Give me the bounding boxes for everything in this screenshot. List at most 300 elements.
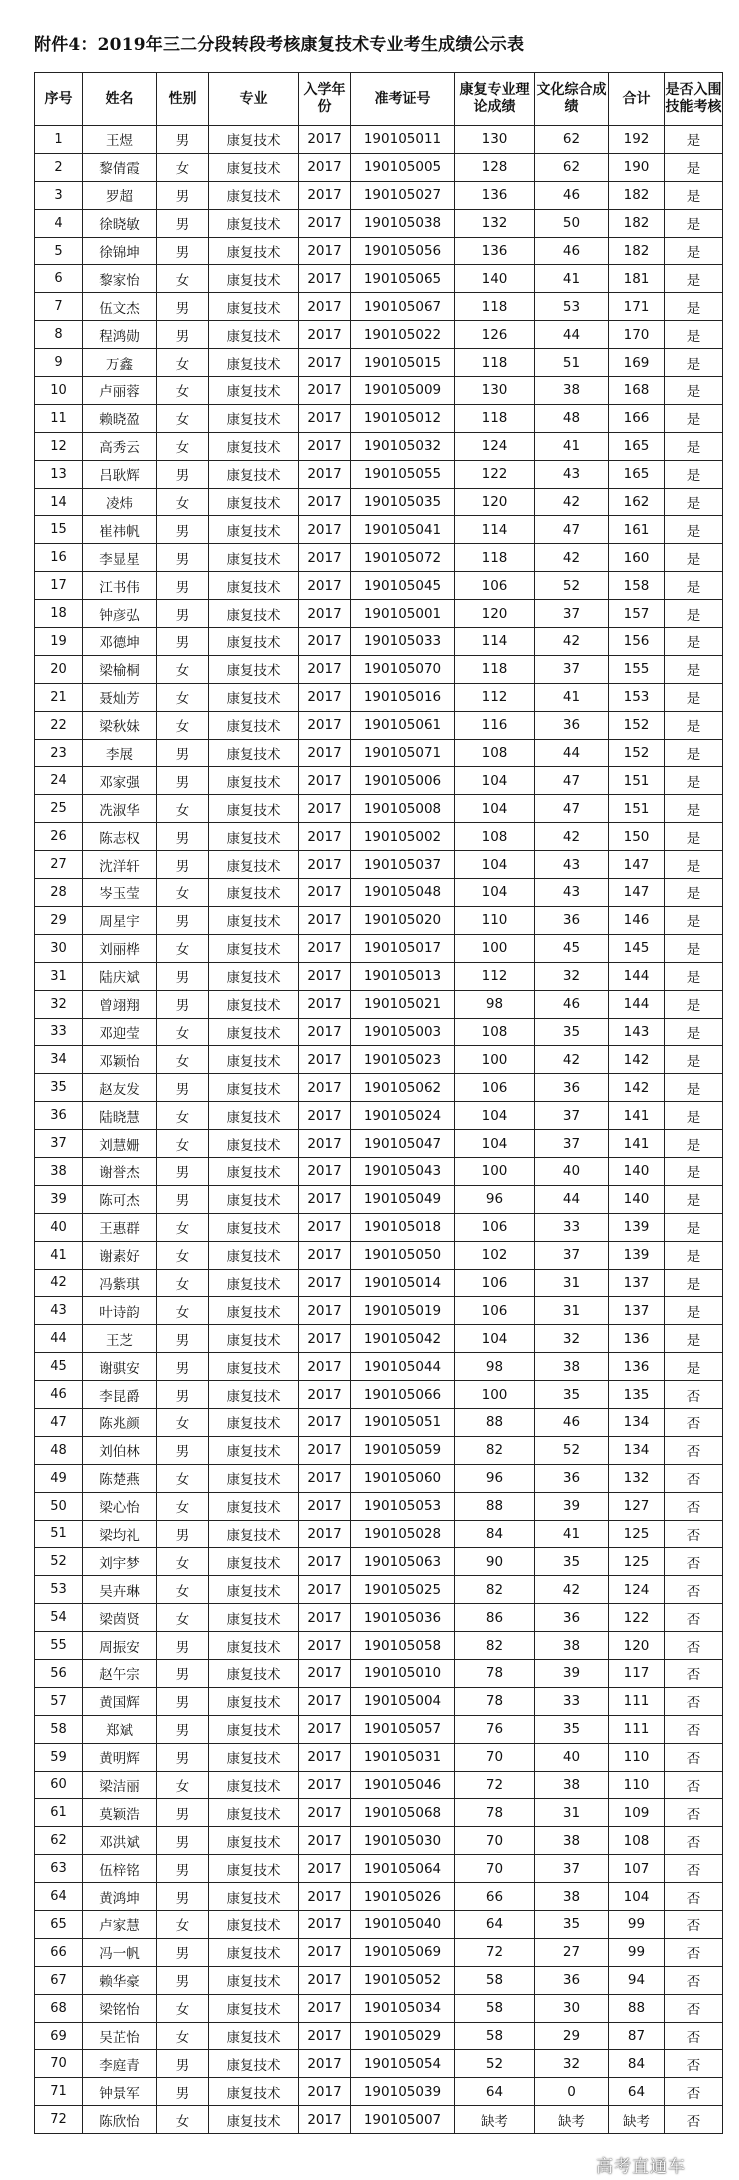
table-row	[35, 1157, 723, 1185]
cell-seq: 23	[35, 739, 83, 767]
cell-major: 康复技术	[209, 293, 299, 321]
cell-major: 康复技术	[209, 1659, 299, 1687]
cell-theory-score: 72	[455, 1771, 535, 1799]
cell-total: 150	[609, 823, 665, 851]
cell-exam-id: 190105060	[351, 1464, 455, 1492]
cell-exam-id: 190105050	[351, 1241, 455, 1269]
cell-major: 康复技术	[209, 628, 299, 656]
cell-theory-score: 78	[455, 1687, 535, 1715]
cell-exam-id: 190105010	[351, 1659, 455, 1687]
cell-major: 康复技术	[209, 1994, 299, 2022]
cell-seq: 59	[35, 1743, 83, 1771]
cell-major: 康复技术	[209, 1492, 299, 1520]
cell-culture-score: 46	[535, 181, 609, 209]
cell-gender: 男	[157, 1659, 209, 1687]
cell-name: 万鑫	[83, 349, 157, 377]
cell-qualified: 是	[665, 1213, 723, 1241]
cell-qualified: 是	[665, 934, 723, 962]
cell-theory-score: 78	[455, 1799, 535, 1827]
cell-major: 康复技术	[209, 683, 299, 711]
cell-major: 康复技术	[209, 1687, 299, 1715]
cell-total: 84	[609, 2050, 665, 2078]
cell-gender: 女	[157, 404, 209, 432]
cell-culture-score: 42	[535, 1046, 609, 1074]
table-row	[35, 572, 723, 600]
cell-theory-score: 106	[455, 1297, 535, 1325]
table-row	[35, 823, 723, 851]
cell-total: 182	[609, 181, 665, 209]
cell-enroll-year: 2017	[299, 1492, 351, 1520]
cell-enroll-year: 2017	[299, 1911, 351, 1939]
cell-enroll-year: 2017	[299, 1157, 351, 1185]
cell-theory-score: 98	[455, 1353, 535, 1381]
cell-qualified: 否	[665, 1743, 723, 1771]
cell-enroll-year: 2017	[299, 655, 351, 683]
table-row	[35, 1576, 723, 1604]
table-row	[35, 1241, 723, 1269]
cell-qualified: 否	[665, 1604, 723, 1632]
cell-total: 143	[609, 1018, 665, 1046]
cell-total: 88	[609, 1994, 665, 2022]
cell-gender: 女	[157, 1492, 209, 1520]
cell-enroll-year: 2017	[299, 1548, 351, 1576]
cell-qualified: 否	[665, 1464, 723, 1492]
cell-exam-id: 190105047	[351, 1130, 455, 1158]
cell-theory-score: 100	[455, 1046, 535, 1074]
cell-culture-score: 31	[535, 1269, 609, 1297]
cell-seq: 10	[35, 377, 83, 405]
cell-culture-score: 缺考	[535, 2106, 609, 2134]
cell-seq: 72	[35, 2106, 83, 2134]
cell-seq: 61	[35, 1799, 83, 1827]
cell-gender: 男	[157, 767, 209, 795]
cell-total: 142	[609, 1074, 665, 1102]
cell-culture-score: 42	[535, 823, 609, 851]
cell-enroll-year: 2017	[299, 1771, 351, 1799]
table-row	[35, 1715, 723, 1743]
cell-enroll-year: 2017	[299, 1074, 351, 1102]
cell-seq: 31	[35, 962, 83, 990]
cell-total: 120	[609, 1632, 665, 1660]
cell-total: 147	[609, 851, 665, 879]
cell-total: 144	[609, 962, 665, 990]
cell-enroll-year: 2017	[299, 349, 351, 377]
cell-exam-id: 190105006	[351, 767, 455, 795]
cell-qualified: 是	[665, 209, 723, 237]
cell-theory-score: 86	[455, 1604, 535, 1632]
cell-qualified: 否	[665, 2078, 723, 2106]
cell-exam-id: 190105071	[351, 739, 455, 767]
cell-theory-score: 58	[455, 1994, 535, 2022]
cell-enroll-year: 2017	[299, 1576, 351, 1604]
cell-gender: 男	[157, 1715, 209, 1743]
cell-qualified: 否	[665, 1659, 723, 1687]
cell-enroll-year: 2017	[299, 2106, 351, 2134]
cell-culture-score: 32	[535, 2050, 609, 2078]
cell-theory-score: 102	[455, 1241, 535, 1269]
cell-total: 136	[609, 1325, 665, 1353]
cell-name: 谢誉杰	[83, 1157, 157, 1185]
cell-seq: 25	[35, 795, 83, 823]
cell-culture-score: 37	[535, 1241, 609, 1269]
cell-qualified: 是	[665, 1325, 723, 1353]
cell-name: 黎倩霞	[83, 153, 157, 181]
cell-theory-score: 64	[455, 1911, 535, 1939]
cell-theory-score: 130	[455, 377, 535, 405]
cell-qualified: 是	[665, 1185, 723, 1213]
cell-total: 111	[609, 1687, 665, 1715]
cell-major: 康复技术	[209, 934, 299, 962]
cell-culture-score: 36	[535, 1464, 609, 1492]
cell-theory-score: 104	[455, 1325, 535, 1353]
cell-enroll-year: 2017	[299, 1632, 351, 1660]
cell-name: 冯紫琪	[83, 1269, 157, 1297]
cell-major: 康复技术	[209, 1297, 299, 1325]
cell-major: 康复技术	[209, 1966, 299, 1994]
cell-major: 康复技术	[209, 1018, 299, 1046]
cell-name: 赵午宗	[83, 1659, 157, 1687]
header-theory-score: 康复专业理论成绩	[455, 73, 535, 126]
cell-exam-id: 190105066	[351, 1381, 455, 1409]
cell-enroll-year: 2017	[299, 1464, 351, 1492]
table-row	[35, 1604, 723, 1632]
cell-seq: 41	[35, 1241, 83, 1269]
cell-major: 康复技术	[209, 1130, 299, 1158]
table-row	[35, 1464, 723, 1492]
cell-exam-id: 190105013	[351, 962, 455, 990]
cell-culture-score: 43	[535, 879, 609, 907]
cell-theory-score: 128	[455, 153, 535, 181]
table-row	[35, 1883, 723, 1911]
cell-total: 181	[609, 265, 665, 293]
table-row	[35, 293, 723, 321]
cell-theory-score: 132	[455, 209, 535, 237]
cell-seq: 22	[35, 711, 83, 739]
cell-major: 康复技术	[209, 1213, 299, 1241]
cell-theory-score: 100	[455, 1381, 535, 1409]
cell-total: 146	[609, 906, 665, 934]
cell-theory-score: 106	[455, 1269, 535, 1297]
cell-qualified: 是	[665, 628, 723, 656]
cell-name: 陈志权	[83, 823, 157, 851]
cell-name: 陈欣怡	[83, 2106, 157, 2134]
cell-exam-id: 190105008	[351, 795, 455, 823]
cell-exam-id: 190105031	[351, 1743, 455, 1771]
cell-total: 122	[609, 1604, 665, 1632]
cell-gender: 女	[157, 1102, 209, 1130]
cell-gender: 男	[157, 1632, 209, 1660]
cell-qualified: 是	[665, 1241, 723, 1269]
cell-name: 吴芷怡	[83, 2022, 157, 2050]
cell-enroll-year: 2017	[299, 1297, 351, 1325]
cell-culture-score: 47	[535, 795, 609, 823]
table-body	[35, 126, 723, 2134]
cell-exam-id: 190105059	[351, 1436, 455, 1464]
table-row	[35, 321, 723, 349]
cell-major: 康复技术	[209, 209, 299, 237]
cell-total: 142	[609, 1046, 665, 1074]
cell-gender: 男	[157, 460, 209, 488]
cell-culture-score: 52	[535, 1436, 609, 1464]
cell-qualified: 是	[665, 655, 723, 683]
cell-total: 127	[609, 1492, 665, 1520]
cell-theory-score: 104	[455, 1102, 535, 1130]
cell-culture-score: 36	[535, 1074, 609, 1102]
cell-enroll-year: 2017	[299, 1436, 351, 1464]
cell-major: 康复技术	[209, 1381, 299, 1409]
table-row	[35, 265, 723, 293]
cell-total: 171	[609, 293, 665, 321]
table-row	[35, 851, 723, 879]
cell-major: 康复技术	[209, 2106, 299, 2134]
table-row	[35, 1130, 723, 1158]
cell-theory-score: 82	[455, 1436, 535, 1464]
cell-culture-score: 40	[535, 1157, 609, 1185]
cell-exam-id: 190105004	[351, 1687, 455, 1715]
cell-major: 康复技术	[209, 153, 299, 181]
cell-gender: 男	[157, 1827, 209, 1855]
cell-seq: 69	[35, 2022, 83, 2050]
cell-name: 王芝	[83, 1325, 157, 1353]
cell-total: 155	[609, 655, 665, 683]
cell-major: 康复技术	[209, 962, 299, 990]
header-major: 专业	[209, 73, 299, 126]
cell-name: 谢素好	[83, 1241, 157, 1269]
cell-seq: 36	[35, 1102, 83, 1130]
cell-gender: 女	[157, 1213, 209, 1241]
cell-exam-id: 190105036	[351, 1604, 455, 1632]
cell-culture-score: 62	[535, 126, 609, 154]
cell-culture-score: 39	[535, 1492, 609, 1520]
cell-exam-id: 190105055	[351, 460, 455, 488]
cell-enroll-year: 2017	[299, 2078, 351, 2106]
cell-name: 梁洁丽	[83, 1771, 157, 1799]
cell-name: 周星宇	[83, 906, 157, 934]
cell-culture-score: 37	[535, 1855, 609, 1883]
cell-name: 李庭青	[83, 2050, 157, 2078]
cell-major: 康复技术	[209, 377, 299, 405]
cell-total: 135	[609, 1381, 665, 1409]
table-row	[35, 488, 723, 516]
table-row	[35, 1353, 723, 1381]
cell-major: 康复技术	[209, 1436, 299, 1464]
cell-seq: 40	[35, 1213, 83, 1241]
cell-seq: 65	[35, 1911, 83, 1939]
cell-qualified: 是	[665, 767, 723, 795]
cell-gender: 男	[157, 1938, 209, 1966]
cell-enroll-year: 2017	[299, 181, 351, 209]
cell-theory-score: 88	[455, 1492, 535, 1520]
cell-culture-score: 37	[535, 1102, 609, 1130]
cell-name: 吴卉琳	[83, 1576, 157, 1604]
cell-total: 160	[609, 544, 665, 572]
cell-seq: 9	[35, 349, 83, 377]
table-row	[35, 544, 723, 572]
cell-qualified: 是	[665, 544, 723, 572]
cell-seq: 29	[35, 906, 83, 934]
cell-seq: 16	[35, 544, 83, 572]
cell-exam-id: 190105025	[351, 1576, 455, 1604]
cell-culture-score: 44	[535, 1185, 609, 1213]
cell-major: 康复技术	[209, 237, 299, 265]
cell-exam-id: 190105042	[351, 1325, 455, 1353]
cell-qualified: 是	[665, 795, 723, 823]
table-row	[35, 1018, 723, 1046]
cell-total: 140	[609, 1157, 665, 1185]
cell-name: 叶诗韵	[83, 1297, 157, 1325]
cell-gender: 女	[157, 377, 209, 405]
cell-enroll-year: 2017	[299, 293, 351, 321]
cell-gender: 男	[157, 823, 209, 851]
cell-enroll-year: 2017	[299, 1046, 351, 1074]
cell-total: 157	[609, 600, 665, 628]
cell-theory-score: 96	[455, 1464, 535, 1492]
cell-name: 赖晓盈	[83, 404, 157, 432]
cell-total: 109	[609, 1799, 665, 1827]
cell-major: 康复技术	[209, 1799, 299, 1827]
cell-name: 郑斌	[83, 1715, 157, 1743]
cell-total: 94	[609, 1966, 665, 1994]
cell-qualified: 是	[665, 879, 723, 907]
header-gender: 性别	[157, 73, 209, 126]
cell-theory-score: 100	[455, 1157, 535, 1185]
cell-exam-id: 190105005	[351, 153, 455, 181]
table-row	[35, 962, 723, 990]
cell-gender: 男	[157, 126, 209, 154]
cell-culture-score: 44	[535, 321, 609, 349]
cell-theory-score: 70	[455, 1743, 535, 1771]
cell-name: 聂灿芳	[83, 683, 157, 711]
cell-exam-id: 190105011	[351, 126, 455, 154]
cell-total: 182	[609, 237, 665, 265]
cell-total: 104	[609, 1883, 665, 1911]
cell-culture-score: 53	[535, 293, 609, 321]
cell-total: 137	[609, 1297, 665, 1325]
cell-major: 康复技术	[209, 488, 299, 516]
cell-seq: 47	[35, 1408, 83, 1436]
cell-seq: 52	[35, 1548, 83, 1576]
cell-theory-score: 58	[455, 1966, 535, 1994]
cell-exam-id: 190105026	[351, 1883, 455, 1911]
cell-gender: 男	[157, 600, 209, 628]
cell-culture-score: 30	[535, 1994, 609, 2022]
cell-name: 梁榆桐	[83, 655, 157, 683]
cell-gender: 女	[157, 1464, 209, 1492]
cell-seq: 18	[35, 600, 83, 628]
cell-major: 康复技术	[209, 990, 299, 1018]
cell-seq: 48	[35, 1436, 83, 1464]
cell-total: 145	[609, 934, 665, 962]
cell-total: 169	[609, 349, 665, 377]
cell-total: 110	[609, 1743, 665, 1771]
cell-seq: 56	[35, 1659, 83, 1687]
cell-total: 151	[609, 767, 665, 795]
cell-major: 康复技术	[209, 1185, 299, 1213]
cell-theory-score: 78	[455, 1659, 535, 1687]
cell-name: 徐晓敏	[83, 209, 157, 237]
document-title: 附件4：2019年三二分段转段考核康复技术专业考生成绩公示表	[34, 35, 525, 55]
cell-gender: 女	[157, 879, 209, 907]
cell-theory-score: 116	[455, 711, 535, 739]
cell-seq: 42	[35, 1269, 83, 1297]
cell-theory-score: 118	[455, 544, 535, 572]
cell-exam-id: 190105067	[351, 293, 455, 321]
cell-gender: 女	[157, 488, 209, 516]
cell-seq: 66	[35, 1938, 83, 1966]
cell-major: 康复技术	[209, 1771, 299, 1799]
cell-gender: 女	[157, 265, 209, 293]
cell-qualified: 是	[665, 683, 723, 711]
cell-exam-id: 190105014	[351, 1269, 455, 1297]
cell-gender: 男	[157, 1687, 209, 1715]
table-row	[35, 1297, 723, 1325]
cell-culture-score: 38	[535, 1771, 609, 1799]
cell-culture-score: 32	[535, 962, 609, 990]
cell-qualified: 是	[665, 1102, 723, 1130]
cell-enroll-year: 2017	[299, 628, 351, 656]
cell-enroll-year: 2017	[299, 1241, 351, 1269]
cell-exam-id: 190105001	[351, 600, 455, 628]
cell-enroll-year: 2017	[299, 795, 351, 823]
cell-gender: 男	[157, 1883, 209, 1911]
cell-seq: 39	[35, 1185, 83, 1213]
cell-culture-score: 47	[535, 767, 609, 795]
cell-major: 康复技术	[209, 404, 299, 432]
cell-exam-id: 190105046	[351, 1771, 455, 1799]
cell-qualified: 否	[665, 1548, 723, 1576]
cell-major: 康复技术	[209, 1632, 299, 1660]
header-exam-id: 准考证号	[351, 73, 455, 126]
cell-total: 139	[609, 1213, 665, 1241]
cell-culture-score: 36	[535, 906, 609, 934]
cell-theory-score: 122	[455, 460, 535, 488]
cell-exam-id: 190105033	[351, 628, 455, 656]
cell-name: 周振安	[83, 1632, 157, 1660]
cell-qualified: 是	[665, 265, 723, 293]
cell-exam-id: 190105002	[351, 823, 455, 851]
table-row	[35, 600, 723, 628]
cell-seq: 62	[35, 1827, 83, 1855]
cell-total: 124	[609, 1576, 665, 1604]
cell-culture-score: 50	[535, 209, 609, 237]
cell-exam-id: 190105062	[351, 1074, 455, 1102]
cell-culture-score: 36	[535, 1966, 609, 1994]
cell-enroll-year: 2017	[299, 1325, 351, 1353]
cell-enroll-year: 2017	[299, 1604, 351, 1632]
cell-major: 康复技术	[209, 739, 299, 767]
table-row	[35, 1325, 723, 1353]
cell-qualified: 是	[665, 1353, 723, 1381]
cell-major: 康复技术	[209, 2022, 299, 2050]
cell-gender: 女	[157, 2106, 209, 2134]
table-row	[35, 1911, 723, 1939]
cell-seq: 57	[35, 1687, 83, 1715]
table-row	[35, 516, 723, 544]
cell-seq: 35	[35, 1074, 83, 1102]
cell-seq: 32	[35, 990, 83, 1018]
table-row	[35, 2078, 723, 2106]
table-row	[35, 1520, 723, 1548]
cell-qualified: 是	[665, 1130, 723, 1158]
cell-exam-id: 190105012	[351, 404, 455, 432]
table-row	[35, 1855, 723, 1883]
cell-seq: 8	[35, 321, 83, 349]
cell-enroll-year: 2017	[299, 1102, 351, 1130]
cell-qualified: 是	[665, 711, 723, 739]
cell-qualified: 是	[665, 181, 723, 209]
cell-total: 152	[609, 739, 665, 767]
cell-major: 康复技术	[209, 1464, 299, 1492]
